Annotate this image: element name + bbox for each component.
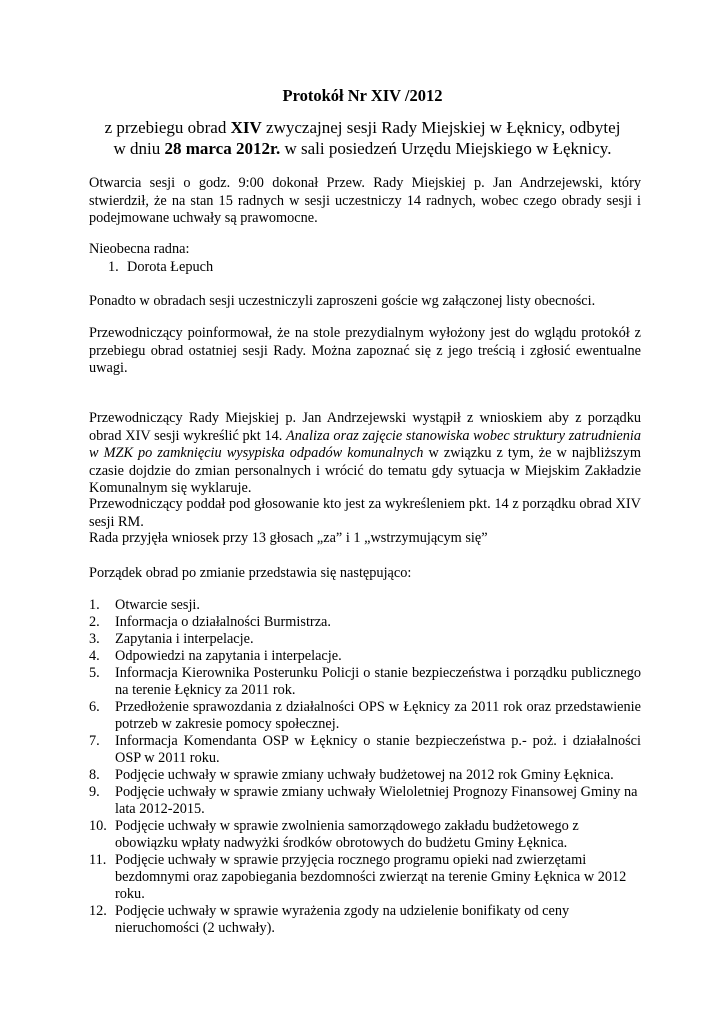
agenda-item: 2. Informacja o działalności Burmistrza. <box>89 614 331 630</box>
absent-list-item: 1. Dorota Łepuch <box>108 259 214 275</box>
agenda-item: 9. Podjęcie uchwały w sprawie zmiany uchwały Wieloletniej Prognozy Finansowej Gminy na lata 2012-2015. <box>89 784 638 817</box>
subtitle-line-2: w dniu 28 marca 2012r. w sali posiedzeń Urzędu Miejskiego w Łęknicy. <box>113 139 612 158</box>
agenda-item: 11. Podjęcie uchwały w sprawie przyjęcia rocznego programu opieki nad zwierzętami bezdomnymi oraz zapobiegania bezdomności zwierząt na terenie Gminy Łęknica w 2012 roku. <box>89 852 627 902</box>
agenda-item: 10. Podjęcie uchwały w sprawie zwolnienia samorządowego zakładu budżetowego z obowiązku wpłaty nadwyżki środków obrotowych do budżetu Gminy Łęknica. <box>89 818 579 851</box>
agenda-list <box>89 597 641 937</box>
agenda-item: 8. Podjęcie uchwały w sprawie zmiany uchwały budżetowej na 2012 rok Gminy Łęknica. <box>89 767 614 783</box>
vote-result: Rada przyjęła wniosek przy 13 głosach „za” i 1 „wstrzymującym się” <box>89 530 488 546</box>
vote-paragraph: Przewodniczący poddał pod głosowanie kto jest za wykreśleniem pkt. 14 z porządku obrad XIV sesji RM. <box>89 496 641 530</box>
agenda-item: 3. Zapytania i interpelacje. <box>89 631 254 647</box>
agenda-item: 12. Podjęcie uchwały w sprawie wyrażenia zgody na udzielenie bonifikaty od ceny nieruchomości (2 uchwały). <box>89 903 570 936</box>
agenda-item: 5. Informacja Kierownika Posterunku Policji o stanie bezpieczeństwa i porządku publicznego na terenie Łęknicy za 2011 rok. <box>89 665 641 698</box>
motion-paragraph: Przewodniczący Rady Miejskiej p. Jan Andrzejewski wystąpił z wnioskiem aby z porządku obrad XIV sesji wykreślić pkt 14. Analiza oraz zajęcie stanowiska wobec struktury zatrudnienia w MZK po zamknięciu wysypiska odpadów komunalnych w związku z tym, że w najbliższym czasie dojdzie do zmian personalnych i wrócić do tematu gdy sytuacja w Miejskim Zakładzie Komunalnym się wyklaruje. <box>89 410 641 497</box>
absent-heading: Nieobecna radna: <box>89 241 190 257</box>
opening-paragraph: Otwarcia sesji o godz. 9:00 dokonał Przew. Rady Miejskiej p. Jan Andrzejewski, który stwierdził, że na stan 15 radnych w sesji uczestniczy 14 radnych, wobec czego obrady sesji i podejmowane uchwały są prawomocne. <box>89 175 641 227</box>
agenda-item: 6. Przedłożenie sprawozdania z działalności OPS w Łęknicy za 2011 rok oraz przedstawienie potrzeb w zakresie pomocy społecznej. <box>89 699 641 732</box>
subtitle <box>60 117 665 159</box>
agenda-item: 1. Otwarcie sesji. <box>89 597 200 613</box>
agenda-item: 4. Odpowiedzi na zapytania i interpelacje. <box>89 648 342 664</box>
page-title: Protokół Nr XIV /2012 <box>282 86 443 105</box>
protocol-info-paragraph: Przewodniczący poinformował, że na stole prezydialnym wyłożony jest do wglądu protokół z przebiegu obrad ostatniej sesji Rady. Można zapoznać się z jego treścią i zgłosić ewentualne uwagi. <box>89 325 641 377</box>
agenda-item: 7. Informacja Komendanta OSP w Łęknicy o stanie bezpieczeństwa p.- poż. i działalności OSP w 2011 roku. <box>89 733 641 766</box>
guests-paragraph: Ponadto w obradach sesji uczestniczyli zaproszeni goście wg załączonej listy obecności. <box>89 293 596 309</box>
absent-name: Dorota Łepuch <box>127 259 214 275</box>
subtitle-line-1: z przebiegu obrad XIV zwyczajnej sesji Rady Miejskiej w Łęknicy, odbytej <box>104 118 621 137</box>
agenda-intro: Porządek obrad po zmianie przedstawia się następująco: <box>89 565 412 581</box>
